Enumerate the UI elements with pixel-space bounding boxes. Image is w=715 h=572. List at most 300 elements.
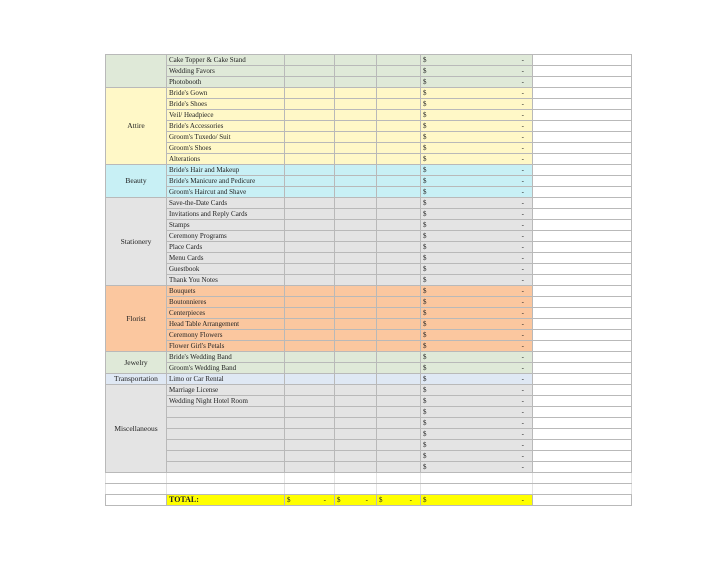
- cost-dash: -: [521, 188, 524, 196]
- blank-cell[interactable]: [533, 66, 632, 77]
- amount-cell[interactable]: [335, 286, 377, 297]
- amount-cell[interactable]: [335, 220, 377, 231]
- item-cell[interactable]: Veil/ Headpiece: [167, 110, 285, 121]
- item-cell[interactable]: Flower Girl's Petals: [167, 341, 285, 352]
- category-cell[interactable]: Jewelry: [106, 352, 167, 374]
- item-cell[interactable]: Menu Cards: [167, 253, 285, 264]
- amount-cell[interactable]: [285, 187, 335, 198]
- item-cell[interactable]: Groom's Haircut and Shave: [167, 187, 285, 198]
- cost-dash: -: [521, 452, 524, 460]
- total-dash: -: [521, 496, 524, 504]
- table-row: [106, 77, 632, 88]
- cost-cell[interactable]: [421, 330, 533, 341]
- amount-cell[interactable]: [285, 297, 335, 308]
- amount-cell[interactable]: [377, 99, 421, 110]
- amount-cell[interactable]: [377, 220, 421, 231]
- cost-cell[interactable]: [421, 253, 533, 264]
- amount-cell[interactable]: [377, 451, 421, 462]
- blank-cell[interactable]: [533, 374, 632, 385]
- item-cell[interactable]: Boutonnieres: [167, 297, 285, 308]
- amount-cell[interactable]: [335, 176, 377, 187]
- item-cell[interactable]: [167, 407, 285, 418]
- cost-dash: -: [521, 463, 524, 471]
- cost-cell[interactable]: [421, 264, 533, 275]
- cost-dash: -: [521, 56, 524, 64]
- table-row: [106, 154, 632, 165]
- cost-dash: -: [521, 419, 524, 427]
- amount-cell[interactable]: [285, 253, 335, 264]
- blank-cell[interactable]: [533, 396, 632, 407]
- amount-cell[interactable]: [377, 143, 421, 154]
- total-cell[interactable]: [377, 495, 421, 506]
- amount-cell[interactable]: [377, 341, 421, 352]
- amount-cell[interactable]: [335, 330, 377, 341]
- amount-cell[interactable]: [285, 143, 335, 154]
- amount-cell[interactable]: [377, 462, 421, 473]
- cost-cell[interactable]: [421, 187, 533, 198]
- currency-symbol: $: [423, 210, 427, 218]
- blank-cell[interactable]: [533, 286, 632, 297]
- cost-dash: -: [521, 122, 524, 130]
- item-cell[interactable]: Bride's Wedding Band: [167, 352, 285, 363]
- cost-cell[interactable]: [421, 165, 533, 176]
- amount-cell[interactable]: [285, 330, 335, 341]
- amount-cell[interactable]: [335, 264, 377, 275]
- blank-cell[interactable]: [533, 198, 632, 209]
- amount-cell[interactable]: [377, 363, 421, 374]
- currency-symbol: $: [423, 67, 427, 75]
- item-cell[interactable]: Photobooth: [167, 77, 285, 88]
- item-cell[interactable]: Wedding Favors: [167, 66, 285, 77]
- table-row: [106, 242, 632, 253]
- category-cell[interactable]: Miscellaneous: [106, 385, 167, 473]
- amount-cell[interactable]: [335, 352, 377, 363]
- cost-cell[interactable]: [421, 451, 533, 462]
- amount-cell[interactable]: [377, 264, 421, 275]
- amount-cell[interactable]: [377, 198, 421, 209]
- cost-cell[interactable]: [421, 66, 533, 77]
- currency-symbol: $: [423, 463, 427, 471]
- cost-cell[interactable]: [421, 374, 533, 385]
- blank-cell[interactable]: [533, 330, 632, 341]
- amount-cell[interactable]: [377, 55, 421, 66]
- cost-dash: -: [521, 408, 524, 416]
- item-cell[interactable]: Limo or Car Rental: [167, 374, 285, 385]
- amount-cell[interactable]: [335, 429, 377, 440]
- amount-cell[interactable]: [377, 374, 421, 385]
- amount-cell[interactable]: [377, 440, 421, 451]
- amount-cell[interactable]: [285, 231, 335, 242]
- amount-cell[interactable]: [335, 418, 377, 429]
- cost-cell[interactable]: [421, 308, 533, 319]
- cost-cell[interactable]: [421, 429, 533, 440]
- amount-cell[interactable]: [377, 154, 421, 165]
- table-row: [106, 187, 632, 198]
- item-cell[interactable]: Invitations and Reply Cards: [167, 209, 285, 220]
- amount-cell[interactable]: [377, 88, 421, 99]
- amount-cell[interactable]: [377, 77, 421, 88]
- category-cell[interactable]: Beauty: [106, 165, 167, 198]
- amount-cell[interactable]: [335, 396, 377, 407]
- amount-cell[interactable]: [335, 55, 377, 66]
- cost-cell[interactable]: [421, 396, 533, 407]
- category-cell[interactable]: Attire: [106, 88, 167, 165]
- item-cell[interactable]: Groom's Tuxedo/ Suit: [167, 132, 285, 143]
- amount-cell[interactable]: [335, 297, 377, 308]
- amount-cell[interactable]: [335, 363, 377, 374]
- table-row: [106, 99, 632, 110]
- currency-symbol: $: [423, 276, 427, 284]
- item-cell[interactable]: Bride's Manicure and Pedicure: [167, 176, 285, 187]
- item-cell[interactable]: Ceremony Flowers: [167, 330, 285, 341]
- cost-dash: -: [521, 210, 524, 218]
- amount-cell[interactable]: [335, 407, 377, 418]
- blank-cell[interactable]: [533, 407, 632, 418]
- blank-cell[interactable]: [533, 132, 632, 143]
- amount-cell[interactable]: [377, 231, 421, 242]
- amount-cell[interactable]: [285, 242, 335, 253]
- amount-cell[interactable]: [285, 352, 335, 363]
- cost-dash: -: [521, 265, 524, 273]
- amount-cell[interactable]: [377, 66, 421, 77]
- amount-cell[interactable]: [285, 88, 335, 99]
- budget-rows: [106, 55, 632, 473]
- currency-symbol: $: [423, 430, 427, 438]
- amount-cell[interactable]: [285, 462, 335, 473]
- currency-symbol: $: [423, 177, 427, 185]
- blank-cell[interactable]: [533, 275, 632, 286]
- category-cell[interactable]: [106, 55, 167, 88]
- blank-cell[interactable]: [533, 55, 632, 66]
- blank-cell[interactable]: [533, 88, 632, 99]
- cost-cell[interactable]: [421, 275, 533, 286]
- cost-dash: -: [521, 430, 524, 438]
- amount-cell[interactable]: [285, 429, 335, 440]
- amount-cell[interactable]: [285, 264, 335, 275]
- cost-cell[interactable]: [421, 440, 533, 451]
- item-cell[interactable]: Groom's Shoes: [167, 143, 285, 154]
- amount-cell[interactable]: [377, 165, 421, 176]
- amount-cell[interactable]: [377, 187, 421, 198]
- item-cell[interactable]: Place Cards: [167, 242, 285, 253]
- table-row: [106, 462, 632, 473]
- amount-cell[interactable]: [285, 308, 335, 319]
- total-cell[interactable]: [285, 495, 335, 506]
- blank-cell[interactable]: [533, 99, 632, 110]
- blank-cell[interactable]: [533, 209, 632, 220]
- amount-cell[interactable]: [335, 308, 377, 319]
- item-cell[interactable]: [167, 418, 285, 429]
- amount-cell[interactable]: [377, 297, 421, 308]
- amount-cell[interactable]: [335, 132, 377, 143]
- blank-cell[interactable]: [533, 77, 632, 88]
- item-cell[interactable]: Cake Topper & Cake Stand: [167, 55, 285, 66]
- item-cell[interactable]: Wedding Night Hotel Room: [167, 396, 285, 407]
- cost-cell[interactable]: [421, 121, 533, 132]
- blank-cell[interactable]: [533, 176, 632, 187]
- currency-symbol: $: [423, 133, 427, 141]
- amount-cell[interactable]: [335, 154, 377, 165]
- table-row: [106, 176, 632, 187]
- amount-cell[interactable]: [335, 341, 377, 352]
- cost-cell[interactable]: [421, 286, 533, 297]
- amount-cell[interactable]: [285, 319, 335, 330]
- amount-cell[interactable]: [377, 209, 421, 220]
- cost-cell[interactable]: [421, 385, 533, 396]
- amount-cell[interactable]: [285, 99, 335, 110]
- item-cell[interactable]: Thank You Notes: [167, 275, 285, 286]
- blank-cell[interactable]: [533, 451, 632, 462]
- amount-cell[interactable]: [285, 341, 335, 352]
- cost-cell[interactable]: [421, 220, 533, 231]
- blank-cell[interactable]: [533, 264, 632, 275]
- item-cell[interactable]: Guestbook: [167, 264, 285, 275]
- amount-cell[interactable]: [335, 165, 377, 176]
- cost-cell[interactable]: [421, 99, 533, 110]
- amount-cell[interactable]: [377, 352, 421, 363]
- cost-cell[interactable]: [421, 297, 533, 308]
- cost-cell[interactable]: [421, 418, 533, 429]
- cost-cell[interactable]: [421, 176, 533, 187]
- amount-cell[interactable]: [335, 242, 377, 253]
- item-cell[interactable]: [167, 429, 285, 440]
- item-cell[interactable]: Marriage License: [167, 385, 285, 396]
- amount-cell[interactable]: [377, 407, 421, 418]
- amount-cell[interactable]: [377, 418, 421, 429]
- table-row: [106, 220, 632, 231]
- amount-cell[interactable]: [285, 286, 335, 297]
- amount-cell[interactable]: [377, 275, 421, 286]
- blank-cell[interactable]: [533, 253, 632, 264]
- currency-symbol: $: [423, 331, 427, 339]
- item-cell[interactable]: Bride's Accessories: [167, 121, 285, 132]
- currency-symbol: $: [423, 452, 427, 460]
- category-cell[interactable]: Transportation: [106, 374, 167, 385]
- cost-cell[interactable]: [421, 110, 533, 121]
- budget-footer: [106, 473, 632, 506]
- cost-cell[interactable]: [421, 319, 533, 330]
- amount-cell[interactable]: [335, 385, 377, 396]
- cost-cell[interactable]: [421, 352, 533, 363]
- amount-cell[interactable]: [285, 165, 335, 176]
- item-cell[interactable]: [167, 440, 285, 451]
- amount-cell[interactable]: [335, 121, 377, 132]
- cost-cell[interactable]: [421, 231, 533, 242]
- amount-cell[interactable]: [377, 319, 421, 330]
- table-row: [106, 231, 632, 242]
- blank-cell[interactable]: [533, 363, 632, 374]
- amount-cell[interactable]: [335, 440, 377, 451]
- amount-cell[interactable]: [335, 88, 377, 99]
- cost-cell[interactable]: [421, 341, 533, 352]
- amount-cell[interactable]: [285, 451, 335, 462]
- cost-dash: -: [521, 254, 524, 262]
- blank-cell[interactable]: [533, 187, 632, 198]
- item-cell[interactable]: Centerpieces: [167, 308, 285, 319]
- amount-cell[interactable]: [285, 77, 335, 88]
- amount-cell[interactable]: [285, 121, 335, 132]
- amount-cell[interactable]: [377, 429, 421, 440]
- amount-cell[interactable]: [285, 275, 335, 286]
- amount-cell[interactable]: [377, 330, 421, 341]
- item-cell[interactable]: Save-the-Date Cards: [167, 198, 285, 209]
- blank-cell[interactable]: [533, 352, 632, 363]
- cost-cell[interactable]: [421, 198, 533, 209]
- amount-cell[interactable]: [335, 99, 377, 110]
- amount-cell[interactable]: [335, 143, 377, 154]
- table-row: [106, 286, 632, 297]
- item-cell[interactable]: Bride's Gown: [167, 88, 285, 99]
- currency-symbol: $: [423, 265, 427, 273]
- blank-cell[interactable]: [533, 462, 632, 473]
- blank-cell[interactable]: [533, 429, 632, 440]
- table-row: [106, 121, 632, 132]
- table-row: [106, 407, 632, 418]
- total-cell[interactable]: [421, 495, 533, 506]
- amount-cell[interactable]: [285, 154, 335, 165]
- cost-cell[interactable]: [421, 209, 533, 220]
- table-row: [106, 297, 632, 308]
- amount-cell[interactable]: [335, 451, 377, 462]
- amount-cell[interactable]: [335, 110, 377, 121]
- blank-cell[interactable]: [533, 319, 632, 330]
- blank-cell[interactable]: [533, 297, 632, 308]
- currency-symbol: $: [423, 111, 427, 119]
- blank-cell[interactable]: [533, 121, 632, 132]
- amount-cell[interactable]: [335, 198, 377, 209]
- item-cell[interactable]: Bouquets: [167, 286, 285, 297]
- blank-cell[interactable]: [533, 165, 632, 176]
- amount-cell[interactable]: [335, 253, 377, 264]
- item-cell[interactable]: Stamps: [167, 220, 285, 231]
- cost-cell[interactable]: [421, 88, 533, 99]
- amount-cell[interactable]: [377, 121, 421, 132]
- amount-cell[interactable]: [285, 66, 335, 77]
- item-cell[interactable]: Groom's Wedding Band: [167, 363, 285, 374]
- amount-cell[interactable]: [285, 440, 335, 451]
- blank-cell[interactable]: [533, 341, 632, 352]
- total-currency: $: [379, 496, 383, 504]
- amount-cell[interactable]: [377, 176, 421, 187]
- amount-cell[interactable]: [285, 176, 335, 187]
- item-cell[interactable]: Ceremony Programs: [167, 231, 285, 242]
- amount-cell[interactable]: [335, 374, 377, 385]
- amount-cell[interactable]: [335, 231, 377, 242]
- amount-cell[interactable]: [285, 396, 335, 407]
- amount-cell[interactable]: [335, 319, 377, 330]
- cost-dash: -: [521, 155, 524, 163]
- amount-cell[interactable]: [285, 220, 335, 231]
- amount-cell[interactable]: [377, 132, 421, 143]
- cost-cell[interactable]: [421, 462, 533, 473]
- item-cell[interactable]: [167, 462, 285, 473]
- cost-cell[interactable]: [421, 77, 533, 88]
- table-row: [106, 66, 632, 77]
- total-cell[interactable]: [335, 495, 377, 506]
- cost-cell[interactable]: [421, 407, 533, 418]
- blank-cell[interactable]: [533, 308, 632, 319]
- cost-dash: -: [521, 331, 524, 339]
- cost-cell[interactable]: [421, 242, 533, 253]
- amount-cell[interactable]: [377, 110, 421, 121]
- cost-dash: -: [521, 298, 524, 306]
- amount-cell[interactable]: [285, 132, 335, 143]
- item-cell[interactable]: Head Table Arrangement: [167, 319, 285, 330]
- item-cell[interactable]: Bride's Hair and Makeup: [167, 165, 285, 176]
- cost-cell[interactable]: [421, 132, 533, 143]
- table-row: [106, 429, 632, 440]
- cost-dash: -: [521, 166, 524, 174]
- category-cell[interactable]: Florist: [106, 286, 167, 352]
- currency-symbol: $: [423, 419, 427, 427]
- amount-cell[interactable]: [285, 209, 335, 220]
- table-row: [106, 451, 632, 462]
- amount-cell[interactable]: [377, 308, 421, 319]
- amount-cell[interactable]: [285, 385, 335, 396]
- amount-cell[interactable]: [335, 462, 377, 473]
- cost-dash: -: [521, 144, 524, 152]
- amount-cell[interactable]: [285, 110, 335, 121]
- cost-cell[interactable]: [421, 55, 533, 66]
- cost-dash: -: [521, 364, 524, 372]
- cost-dash: -: [521, 287, 524, 295]
- amount-cell[interactable]: [377, 286, 421, 297]
- blank-cell[interactable]: [533, 110, 632, 121]
- category-cell[interactable]: Stationery: [106, 198, 167, 286]
- amount-cell[interactable]: [335, 209, 377, 220]
- table-row: [106, 396, 632, 407]
- amount-cell[interactable]: [377, 385, 421, 396]
- blank-cell[interactable]: [533, 143, 632, 154]
- item-cell[interactable]: [167, 451, 285, 462]
- amount-cell[interactable]: [335, 275, 377, 286]
- blank-cell[interactable]: [533, 385, 632, 396]
- currency-symbol: $: [423, 221, 427, 229]
- total-currency: $: [337, 496, 341, 504]
- blank-cell[interactable]: [533, 242, 632, 253]
- item-cell[interactable]: Alterations: [167, 154, 285, 165]
- item-cell[interactable]: Bride's Shoes: [167, 99, 285, 110]
- amount-cell[interactable]: [377, 242, 421, 253]
- table-row: [106, 264, 632, 275]
- cost-cell[interactable]: [421, 154, 533, 165]
- blank-cell[interactable]: [533, 440, 632, 451]
- currency-symbol: $: [423, 188, 427, 196]
- amount-cell[interactable]: [377, 396, 421, 407]
- amount-cell[interactable]: [377, 253, 421, 264]
- amount-cell[interactable]: [285, 55, 335, 66]
- currency-symbol: $: [423, 122, 427, 130]
- amount-cell[interactable]: [335, 187, 377, 198]
- blank-cell[interactable]: [533, 154, 632, 165]
- cost-cell[interactable]: [421, 143, 533, 154]
- table-row: [106, 132, 632, 143]
- table-row: [106, 385, 632, 396]
- amount-cell[interactable]: [285, 418, 335, 429]
- amount-cell[interactable]: [285, 198, 335, 209]
- table-row: [106, 374, 632, 385]
- cost-cell[interactable]: [421, 363, 533, 374]
- amount-cell[interactable]: [285, 407, 335, 418]
- amount-cell[interactable]: [335, 66, 377, 77]
- blank-cell[interactable]: [533, 220, 632, 231]
- amount-cell[interactable]: [285, 363, 335, 374]
- amount-cell[interactable]: [335, 77, 377, 88]
- blank-cell[interactable]: [533, 231, 632, 242]
- amount-cell[interactable]: [285, 374, 335, 385]
- cost-dash: -: [521, 441, 524, 449]
- blank-cell[interactable]: [533, 418, 632, 429]
